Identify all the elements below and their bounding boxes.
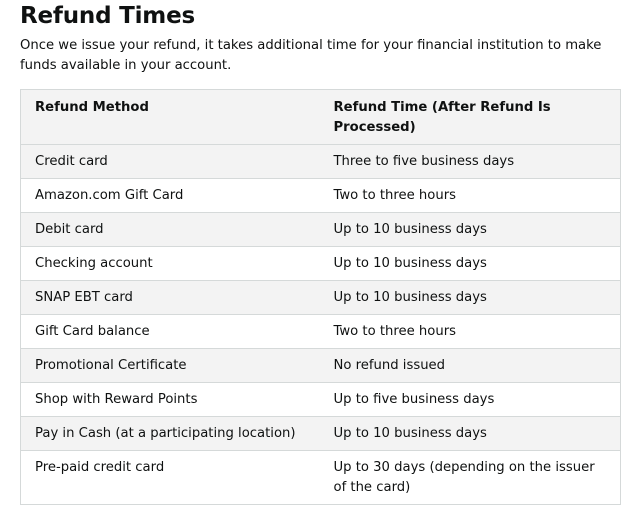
refund-time-cell: Up to 10 business days <box>320 281 621 315</box>
table-row <box>21 213 621 247</box>
table-row <box>21 383 621 417</box>
table-row <box>21 417 621 451</box>
refund-time-cell: Up to 10 business days <box>320 417 621 451</box>
refund-method-cell: Shop with Reward Points <box>21 383 320 417</box>
table-row <box>21 281 621 315</box>
refund-time-cell: Up to 30 days (depending on the issuer of the card) <box>320 451 621 505</box>
refund-time-cell: Two to three hours <box>320 179 621 213</box>
header-refund-method: Refund Method <box>21 90 320 145</box>
table-row <box>21 247 621 281</box>
header-refund-time: Refund Time (After Refund Is Processed) <box>320 90 621 145</box>
refund-time-cell: Two to three hours <box>320 315 621 349</box>
table-row <box>21 315 621 349</box>
page-title: Refund Times <box>20 3 195 29</box>
table-header-row <box>21 90 621 145</box>
refund-method-cell: Gift Card balance <box>21 315 320 349</box>
refund-method-cell: Debit card <box>21 213 320 247</box>
refund-method-cell: Amazon.com Gift Card <box>21 179 320 213</box>
refund-method-cell: Pay in Cash (at a participating location) <box>21 417 320 451</box>
refund-method-cell: Credit card <box>21 145 320 179</box>
refund-method-cell: SNAP EBT card <box>21 281 320 315</box>
refund-method-cell: Pre-paid credit card <box>21 451 320 505</box>
refund-times-table <box>20 89 621 505</box>
table-row <box>21 179 621 213</box>
refund-time-cell: Up to 10 business days <box>320 213 621 247</box>
intro-text: Once we issue your refund, it takes additional time for your financial institution to make funds available in your account. <box>20 38 602 73</box>
refund-method-cell: Checking account <box>21 247 320 281</box>
refund-time-cell: No refund issued <box>320 349 621 383</box>
table-row <box>21 451 621 505</box>
table-row <box>21 145 621 179</box>
table-row <box>21 349 621 383</box>
refund-time-cell: Up to 10 business days <box>320 247 621 281</box>
refund-method-cell: Promotional Certificate <box>21 349 320 383</box>
refund-time-cell: Three to five business days <box>320 145 621 179</box>
refund-time-cell: Up to five business days <box>320 383 621 417</box>
